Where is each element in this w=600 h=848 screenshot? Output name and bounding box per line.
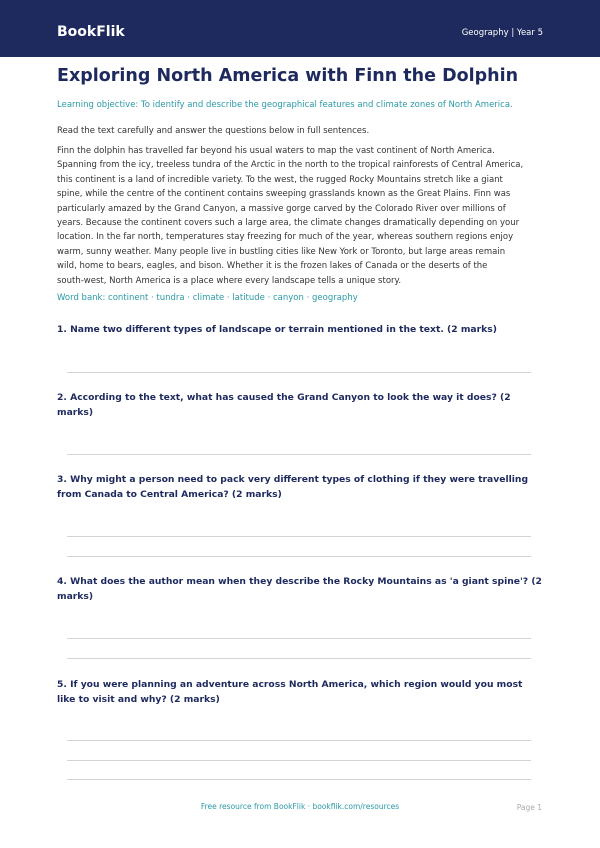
passage-line: wild, home to bears, eagles, and bison. Whether it is the frozen lakes of Canada or the deserts of the (57, 261, 488, 272)
answer-line[interactable] (67, 536, 531, 537)
word-bank: Word bank: continent · tundra · climate · latitude · canyon · geography (57, 293, 358, 303)
passage-line: warm, sunny weather. Many people live in bustling cities like New York or Toronto, but large areas remain (57, 246, 506, 257)
answer-line[interactable] (67, 556, 531, 557)
question-3: 3. Why might a person need to pack very different types of clothing if they were travelling from Canada to Central America? (2 marks) (57, 474, 529, 500)
question-2: 2. According to the text, what has caused the Grand Canyon to look the way it does? (2 marks) (57, 392, 511, 418)
passage-line: Finn the dolphin has travelled far beyond his usual waters to map the vast continent of North America. (57, 146, 495, 156)
question-4: 4. What does the author mean when they describe the Rocky Mountains as 'a giant spine'? (2 marks) (57, 576, 542, 602)
page-title: Exploring North America with Finn the Dolphin (57, 66, 519, 86)
passage-line: this continent is a land of incredible variety. To the west, the rugged Rocky Mountains stretch like a giant (57, 174, 503, 185)
passage-line: spine, while the centre of the continent contains sweeping grasslands known as the Great Plains. Finn was (57, 189, 511, 200)
page-number: Page 1 (516, 803, 542, 812)
answer-line[interactable] (67, 760, 531, 761)
footer-resource-link[interactable]: Free resource from BookFlik · bookflik.com/resources (200, 802, 400, 811)
passage-line: Spanning from the icy, treeless tundra of the Arctic in the north to the tropical rainforests of Central America, (57, 160, 524, 171)
passage-line: location. In the far north, temperatures stay freezing for much of the year, whereas southern regions enjoy (57, 232, 514, 243)
passage-line: south-west, North America is a place where every landscape tells a unique story. (57, 275, 402, 286)
answer-line[interactable] (67, 740, 531, 741)
instruction-text: Read the text carefully and answer the questions below in full sentences. (57, 126, 370, 136)
answer-line[interactable] (67, 779, 531, 780)
question-5: 5. If you were planning an adventure across North America, which region would you most like to visit and why? (2 marks) (57, 679, 523, 705)
answer-line[interactable] (67, 454, 531, 455)
question-1: 1. Name two different types of landscape or terrain mentioned in the text. (2 marks) (57, 324, 497, 335)
answer-line[interactable] (67, 372, 531, 373)
answer-line[interactable] (67, 638, 531, 639)
subject-year-label: Geography | Year 5 (461, 28, 543, 38)
reading-passage (57, 144, 547, 288)
learning-objective: Learning objective: To identify and describe the geographical features and climate zones of North America. (57, 100, 513, 110)
answer-line[interactable] (67, 658, 531, 659)
passage-line: years. Because the continent covers such a large area, the climate changes dramatically depending on your (57, 218, 520, 229)
page-header (0, 0, 600, 57)
brand-logo: BookFlik (57, 24, 125, 40)
passage-line: particularly amazed by the Grand Canyon, a massive gorge carved by the Colorado River over millions of (57, 203, 506, 214)
